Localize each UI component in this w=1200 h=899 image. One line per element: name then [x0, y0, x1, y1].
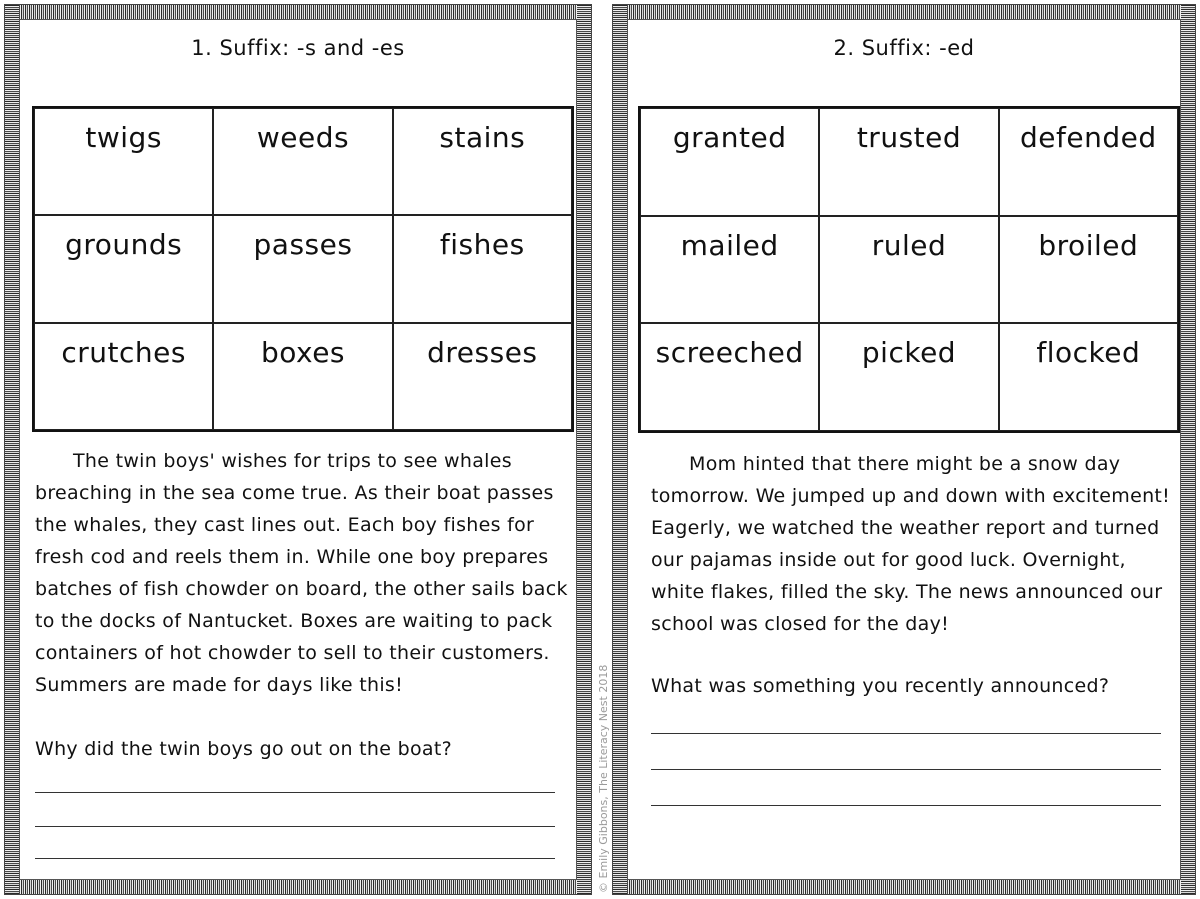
- reading-passage: [651, 448, 1171, 640]
- word-cell: weeds: [213, 108, 392, 215]
- task-card-1: [4, 4, 592, 895]
- word-cell: flocked: [999, 323, 1178, 431]
- answer-line[interactable]: [35, 792, 555, 793]
- word-cell: boxes: [213, 323, 392, 430]
- answer-line[interactable]: [35, 826, 555, 827]
- word-grid: [32, 106, 574, 432]
- word-cell: mailed: [640, 216, 819, 324]
- answer-line[interactable]: [651, 769, 1161, 770]
- decorative-border-top: [613, 5, 1195, 19]
- reading-passage: [35, 445, 570, 701]
- decorative-border-left: [5, 5, 19, 894]
- passage-text: Mom hinted that there might be a snow day tomorrow. We jumped up and down with excitement! Eagerly, we watched the weather report and turned our pajamas inside out for good luck. Overnight, white flakes, filled the sky. The news announced our school was closed for the day!: [651, 453, 1171, 635]
- answer-line[interactable]: [651, 733, 1161, 734]
- card-title: 1. Suffix: -s and -es: [191, 36, 405, 60]
- comprehension-question: Why did the twin boys go out on the boat?: [35, 738, 452, 760]
- word-cell: broiled: [999, 216, 1178, 324]
- word-cell: twigs: [34, 108, 213, 215]
- word-cell: defended: [999, 108, 1178, 216]
- decorative-border-right: [1181, 5, 1195, 894]
- word-cell: trusted: [819, 108, 998, 216]
- decorative-border-right: [577, 5, 591, 894]
- word-cell: ruled: [819, 216, 998, 324]
- card-body: [627, 19, 1181, 880]
- copyright-notice: © Emily Gibbons, The Literacy Nest 2018: [597, 664, 610, 893]
- decorative-border-bottom: [5, 880, 591, 894]
- word-cell: fishes: [393, 215, 572, 322]
- task-card-2: [612, 4, 1196, 895]
- word-cell: stains: [393, 108, 572, 215]
- word-cell: grounds: [34, 215, 213, 322]
- word-cell: granted: [640, 108, 819, 216]
- answer-line[interactable]: [35, 858, 555, 859]
- word-cell: picked: [819, 323, 998, 431]
- answer-line[interactable]: [651, 805, 1161, 806]
- decorative-border-left: [613, 5, 627, 894]
- word-cell: screeched: [640, 323, 819, 431]
- word-cell: passes: [213, 215, 392, 322]
- word-cell: crutches: [34, 323, 213, 430]
- comprehension-question: What was something you recently announced?: [651, 675, 1110, 697]
- card-title: 2. Suffix: -ed: [833, 36, 975, 60]
- word-cell: dresses: [393, 323, 572, 430]
- decorative-border-bottom: [613, 880, 1195, 894]
- card-body: [19, 19, 577, 880]
- passage-text: The twin boys' wishes for trips to see whales breaching in the sea come true. As their boat passes the whales, they cast lines out. Each boy fishes for fresh cod and reels them in. While one boy prepares batches of fish chowder on board, the other sails back to the docks of Nantucket. Boxes are waiting to pack containers of hot chowder to sell to their customers. Summers are made for days like this!: [35, 450, 568, 696]
- word-grid: [638, 106, 1180, 433]
- decorative-border-top: [5, 5, 591, 19]
